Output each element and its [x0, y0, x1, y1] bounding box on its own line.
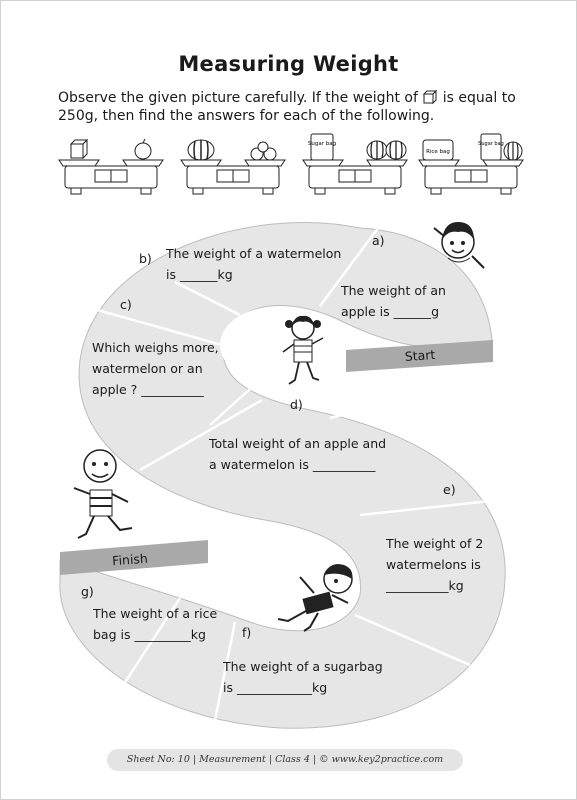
question-f [223, 656, 383, 698]
girl-running-illustration [275, 310, 331, 392]
question-d-label: d) [290, 397, 303, 412]
question-g [93, 603, 217, 645]
girl-waving-illustration [428, 210, 492, 276]
question-b-label: b) [139, 251, 152, 266]
question-c [92, 337, 219, 400]
question-c-line3: apple ? __________ [92, 382, 204, 397]
question-a-line1: The weight of an [341, 283, 446, 298]
question-b [166, 243, 341, 285]
worksheet-title: Measuring Weight [178, 52, 399, 76]
sugar-bag-label: Sugar bag [307, 141, 337, 147]
question-d-line2: a watermelon is __________ [209, 457, 376, 472]
question-e [386, 533, 483, 596]
sugar-bag-label-2: Sugar bag [478, 141, 504, 147]
question-f-line2: is ____________kg [223, 680, 328, 695]
question-b-line1: The weight of a watermelon [166, 246, 342, 261]
start-label: Start [404, 346, 436, 365]
question-a-label: a) [372, 233, 385, 248]
question-d-line1: Total weight of an apple and [209, 436, 387, 451]
question-c-line2: watermelon or an [92, 361, 203, 376]
question-d [209, 433, 386, 475]
question-b-line2: is ______kg [166, 267, 233, 282]
question-e-line1: The weight of 2 [386, 536, 484, 551]
question-g-line1: The weight of a rice [93, 606, 218, 621]
question-g-line2: bag is _________kg [93, 627, 206, 642]
question-a [341, 280, 446, 322]
question-e-line3: __________kg [386, 578, 464, 593]
question-e-line2: watermelons is [386, 557, 481, 572]
boy-sliding-illustration [274, 555, 370, 635]
instructions-part-1: Observe the given picture carefully. If the weight of [58, 90, 418, 106]
question-f-label: f) [242, 625, 252, 640]
boy-running-illustration [64, 446, 144, 546]
question-c-line1: Which weighs more, [92, 340, 219, 355]
question-f-line1: The weight of a sugarbag [223, 659, 383, 674]
question-e-label: e) [443, 482, 456, 497]
footer-bar: Sheet No: 10 | Measurement | Class 4 | © www.key2practice.com [107, 749, 463, 771]
rice-bag-label: Rice bag [426, 149, 450, 155]
question-g-label: g) [81, 584, 94, 599]
question-a-line2: apple is ______g [341, 304, 440, 319]
instructions-part-2: is equal to 250g, then find the answers for each of the following. [58, 90, 516, 124]
finish-label: Finish [111, 550, 149, 569]
question-c-label: c) [120, 297, 132, 312]
